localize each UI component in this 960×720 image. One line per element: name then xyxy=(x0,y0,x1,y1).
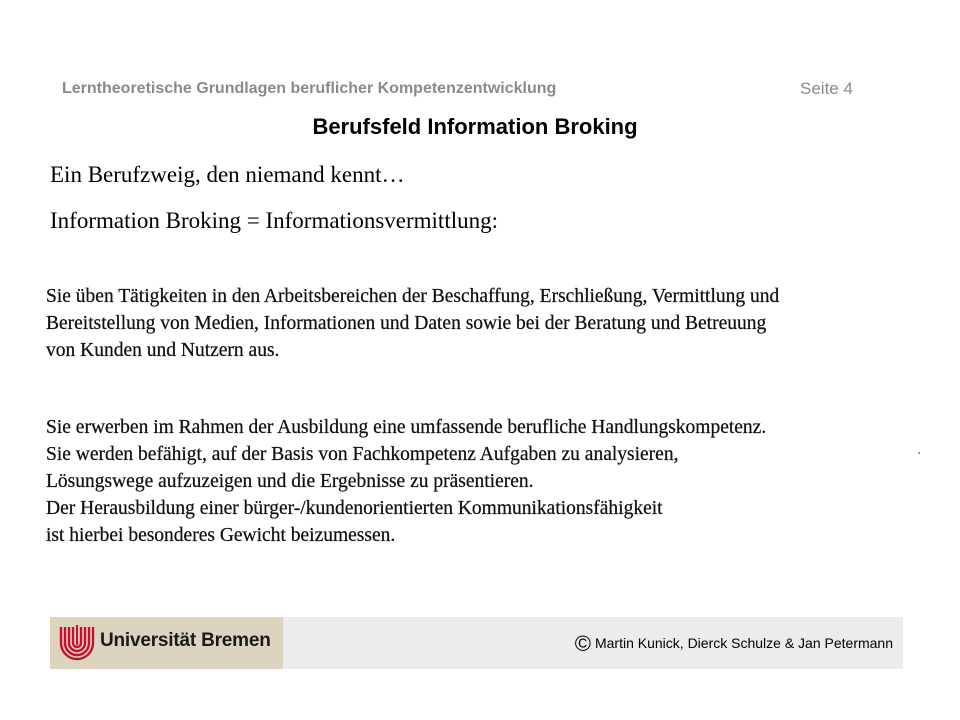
page-number: Seite 4 xyxy=(800,79,853,98)
intro-line: Ein Berufzweig, den niemand kennt… xyxy=(50,162,405,187)
excerpt-line: Lösungswege aufzuzeigen und die Ergebnisse zu präsentieren. xyxy=(46,471,534,492)
university-emblem-icon xyxy=(58,623,96,663)
excerpt-line: von Kunden und Nutzern aus. xyxy=(46,340,280,361)
footer-bar xyxy=(50,617,903,669)
university-logo xyxy=(50,617,283,669)
slide-title: Berufsfeld Information Broking xyxy=(312,114,638,139)
excerpt-activities xyxy=(46,283,926,364)
excerpt-competence xyxy=(46,414,926,549)
excerpt-line: ist hierbei besonderes Gewicht beizumessen. xyxy=(46,525,396,546)
excerpt-line: Sie erwerben im Rahmen der Ausbildung eine umfassende berufliche Handlungskompetenz. xyxy=(46,417,767,438)
excerpt-line: Bereitstellung von Medien, Informationen und Daten sowie bei der Beratung und Betreuung xyxy=(46,313,767,334)
copyright xyxy=(575,631,893,657)
header-title: Lerntheoretische Grundlagen beruflicher Kompetenzentwicklung xyxy=(62,80,557,97)
excerpt-line: Sie üben Tätigkeiten in den Arbeitsbereichen der Beschaffung, Erschließung, Vermittlung und xyxy=(46,286,780,307)
excerpt-line: Sie werden befähigt, auf der Basis von Fachkompetenz Aufgaben zu analysieren, xyxy=(46,444,679,465)
definition-line: Information Broking = Informationsvermittlung: xyxy=(50,208,498,233)
excerpt-line: Der Herausbildung einer bürger-/kundenorientierten Kommunikationsfähigkeit xyxy=(46,498,663,519)
logo-text: Universität Bremen xyxy=(100,630,271,651)
authors: Martin Kunick, Dierck Schulze & Jan Petermann xyxy=(594,635,893,651)
scan-artifact xyxy=(918,452,920,454)
copyright-icon: © xyxy=(574,631,591,656)
